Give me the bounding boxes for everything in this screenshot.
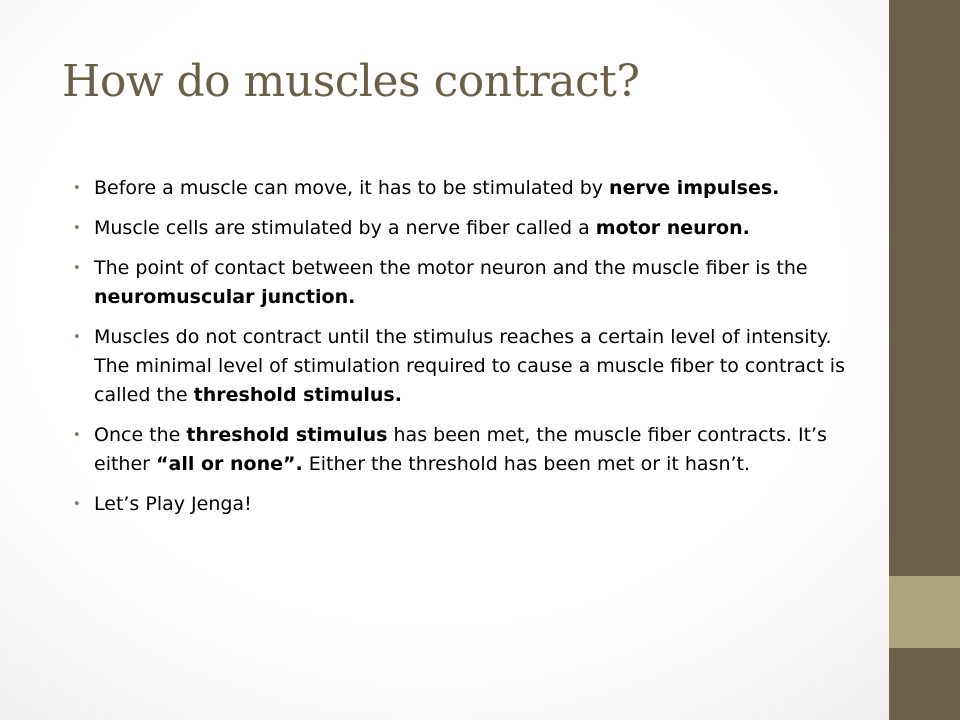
bullet-text: The point of contact between the motor neuron and the muscle fiber is the [94,257,808,279]
bullet-text: Let’s Play Jenga! [94,493,252,515]
bullet-list [70,174,860,530]
bullet-marker: • [73,428,81,443]
bullet-bold-term: threshold stimulus [186,424,388,446]
bullet-text: Muscle cells are stimulated by a nerve fiber called a [94,217,596,239]
bullet-marker: • [73,330,81,345]
bullet-bold-term: neuromuscular junction. [94,286,356,308]
bullet-text: Once the [94,424,187,446]
bullet-item [70,421,860,479]
bullet-marker: • [73,497,81,512]
bullet-bold-term: nerve impulses. [609,177,780,199]
bullet-marker: • [73,221,81,236]
bullet-marker: • [73,181,81,196]
sidebar-accent-block [889,576,960,648]
bullet-item [70,323,860,410]
bullet-item [70,214,860,243]
bullet-text: Muscles do not contract until the stimulus reaches a certain level of intensity. The minimal level of stimulation required to cause a muscle fiber to contract is called the [94,326,845,406]
bullet-text: Before a muscle can move, it has to be stimulated by [94,177,610,199]
bullet-bold-term: motor neuron. [595,217,750,239]
bullet-text: Either the threshold has been met or it hasn’t. [302,453,751,475]
bullet-item [70,174,860,203]
bullet-item [70,254,860,312]
bullet-item [70,490,860,519]
bullet-marker: • [73,261,81,276]
bullet-bold-term: “all or none”. [156,453,303,475]
bullet-bold-term: threshold stimulus. [193,384,402,406]
slide-title: How do muscles contract? [62,56,640,107]
bullet-text: has been met, the muscle fiber contracts. It’s either [94,424,827,475]
